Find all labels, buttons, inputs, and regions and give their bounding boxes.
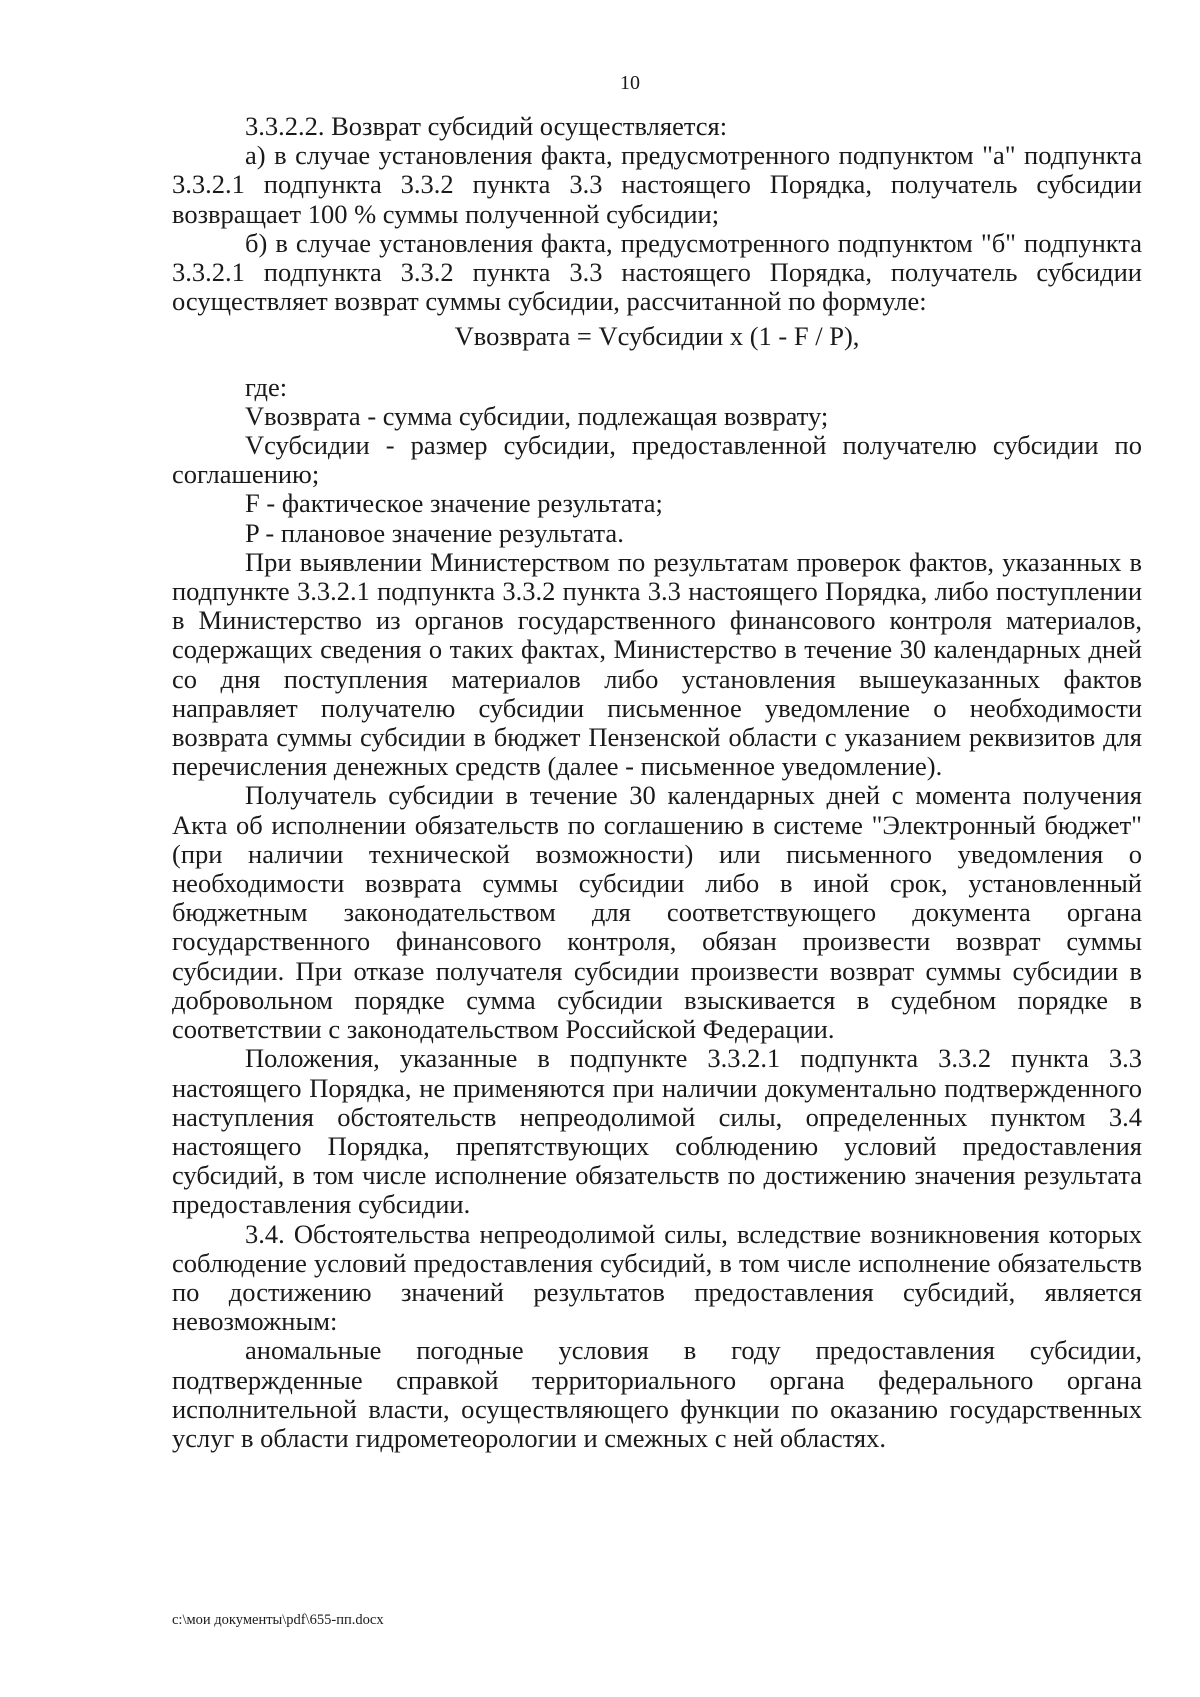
paragraph-weather-conditions: аномальные погодные условия в году предоставления субсидии, подтвержденные справкой территориального органа федерального органа исполнительной власти, осуществляющего функции по оказанию государственных услуг в области гидрометеорологии и смежных с ней областях. (172, 1335, 1142, 1453)
refund-formula: Vвозврата = Vсубсидии x (1 - F / P), (454, 321, 860, 352)
definition-v-refund: Vвозврата - сумма субсидии, подлежащая возврату; (245, 400, 829, 431)
paragraph-where: где: (245, 371, 288, 402)
page-number: 10 (620, 72, 640, 94)
definition-v-subsidy: Vсубсидии - размер субсидии, предоставленной получателю субсидии по соглашению; (172, 430, 1142, 490)
paragraph-item-b: б) в случае установления факта, предусмотренного подпунктом "б" подпункта 3.3.2.1 подпункта 3.3.2 пункта 3.3 настоящего Порядка, получатель субсидии осуществляет возврат суммы субсидии, рассчитанной по формуле: (172, 227, 1142, 317)
definition-p: P - плановое значение результата. (245, 517, 624, 548)
document-body (172, 112, 1142, 1453)
paragraph-3-3-2-2-heading: 3.3.2.2. Возврат субсидий осуществляется: (245, 111, 728, 141)
paragraph-recipient-refund: Получатель субсидии в течение 30 календарных дней с момента получения Акта об исполнении обязательств по соглашению в системе "Электронный бюджет" (при наличии технической возможности) или письменного уведомления о необходимости возврата суммы субсидии либо в иной срок, установленный бюджетным законодательством для соответствующего документа органа государственного финансового контроля, обязан произвести возврат суммы субсидии. При отказе получателя субсидии произвести возврат суммы субсидии в добровольном порядке сумма субсидии взыскивается в судебном порядке в соответствии с законодательством Российской Федерации. (172, 780, 1142, 1045)
definition-f: F - фактическое значение результата; (245, 488, 663, 519)
paragraph-3-4-force-majeure: 3.4. Обстоятельства непреодолимой силы, вследствие возникновения которых соблюдение условий предоставления субсидий, в том числе исполнение обязательств по достижению значений результатов предоставления субсидий, является невозможным: (172, 1218, 1142, 1337)
footer-file-path: c:\мои документы\pdf\655-пп.docx (172, 1612, 384, 1628)
paragraph-provisions-exception: Положения, указанные в подпункте 3.3.2.1 подпункта 3.3.2 пункта 3.3 настоящего Порядка, не применяются при наличии документально подтвержденного наступления обстоятельств непреодолимой силы, определенных пунктом 3.4 настоящего Порядка, препятствующих соблюдению условий предоставления субсидий, в том числе исполнение обязательств по достижению значения результата предоставления субсидии. (172, 1043, 1142, 1220)
paragraph-ministry-notice: При выявлении Министерством по результатам проверок фактов, указанных в подпункте 3.3.2.1 подпункта 3.3.2 пункта 3.3 настоящего Порядка, либо поступлении в Министерство из органов государственного финансового контроля материалов, содержащих сведения о таких фактах, Министерство в течение 30 календарных дней со дня поступления материалов либо установления вышеуказанных фактов направляет получателю субсидии письменное уведомление о необходимости возврата суммы субсидии в бюджет Пензенской области с указанием реквизитов для перечисления денежных средств (далее - письменное уведомление). (172, 546, 1142, 782)
paragraph-item-a: а) в случае установления факта, предусмотренного подпунктом "а" подпункта 3.3.2.1 подпункта 3.3.2 пункта 3.3 настоящего Порядка, получатель субсидии возвращает 100 % суммы полученной субсидии; (172, 140, 1142, 229)
